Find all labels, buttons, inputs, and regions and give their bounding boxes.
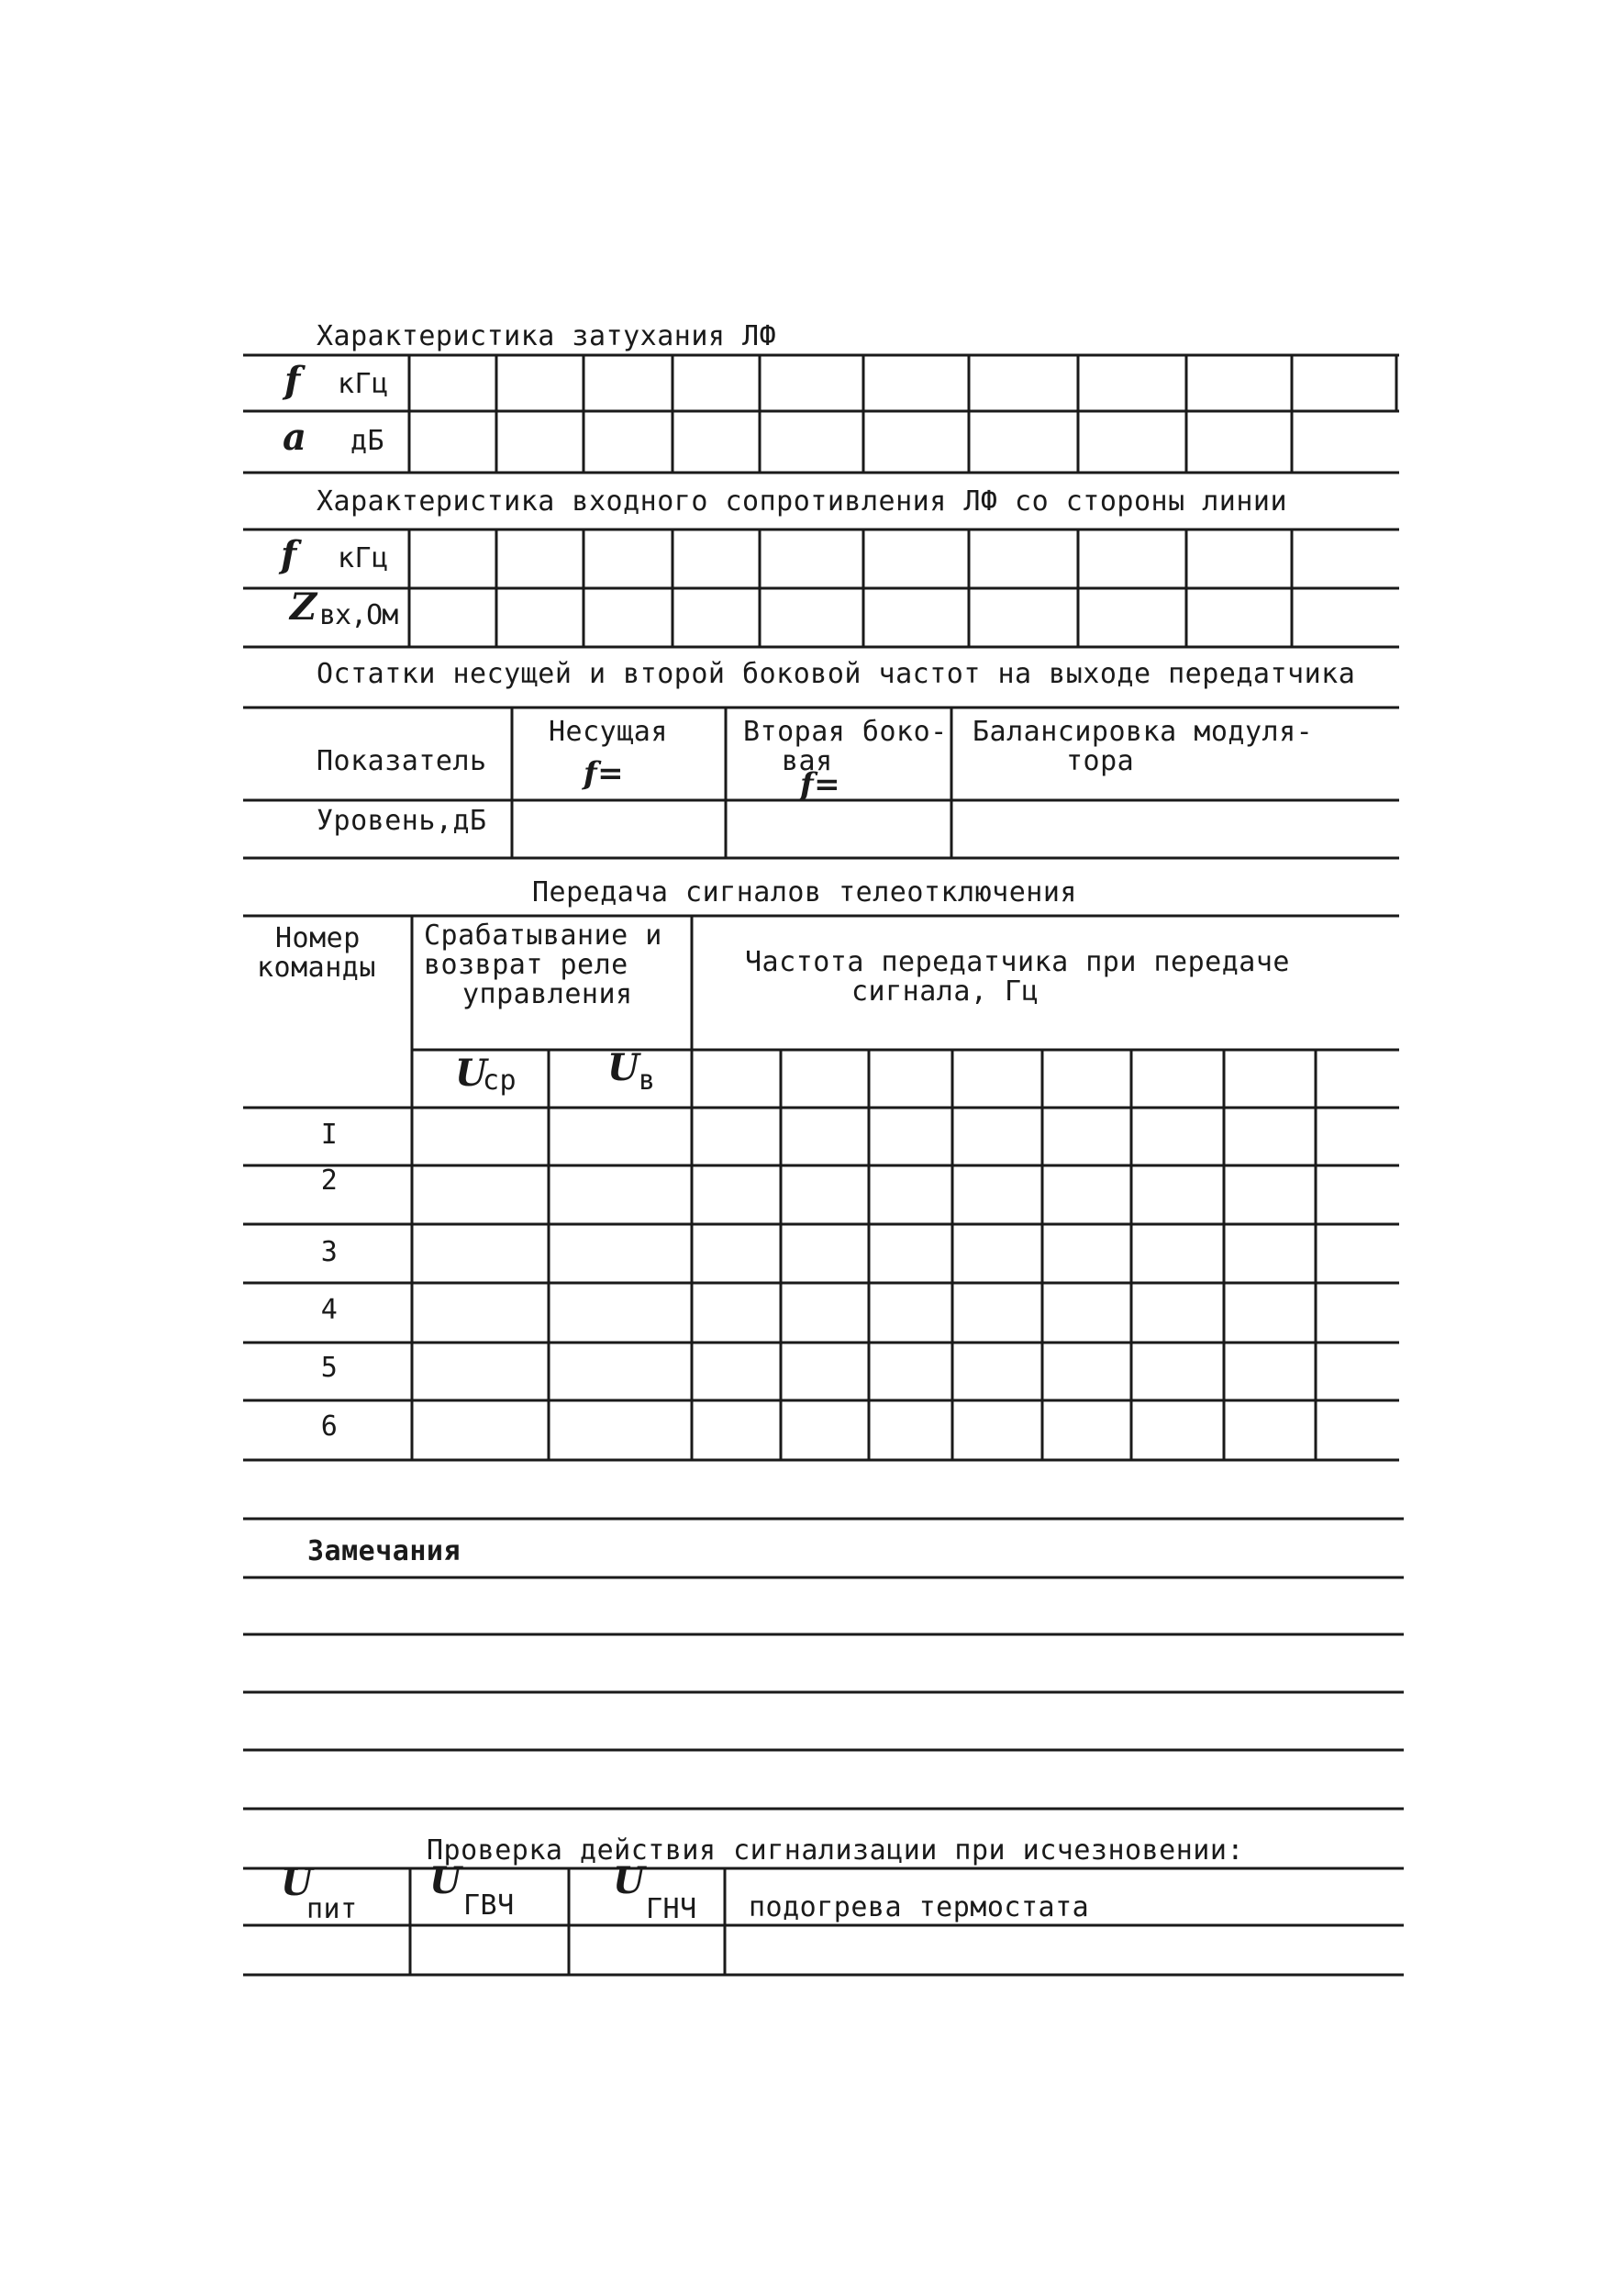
- u-hf-generator-symbol: U: [429, 1859, 462, 1902]
- col-indicator: Показатель: [317, 745, 487, 777]
- col-sideband-line1: Вторая боко-: [743, 716, 948, 748]
- row-level: Уровень,дБ: [317, 805, 487, 837]
- impedance-symbol: Z: [290, 585, 317, 629]
- col-relay-line2: возврат реле: [424, 949, 628, 981]
- col-command-line2: команды: [257, 952, 376, 984]
- remarks-label: Замечания: [307, 1535, 461, 1567]
- residuals-title: Остатки несущей и второй боковой частот на выходе передатчика: [317, 658, 1356, 690]
- u-supply-symbol: U: [281, 1861, 314, 1904]
- u-trip-subscript: ср: [483, 1064, 517, 1097]
- col-relay-line3: управления: [462, 978, 633, 1010]
- command-number: 5: [320, 1352, 339, 1384]
- col-frequency-line2: сигнала, Гц: [851, 975, 1039, 1008]
- frequency-symbol: f: [281, 533, 297, 576]
- command-number: 3: [320, 1236, 339, 1268]
- frequency-unit: кГц: [338, 542, 389, 574]
- col-balance-line2: тора: [1066, 745, 1135, 777]
- col-sideband-line2: вая: [782, 745, 833, 777]
- u-lf-generator-subscript: ГНЧ: [646, 1893, 697, 1925]
- frequency-unit: кГц: [338, 368, 389, 400]
- u-supply-subscript: пит: [306, 1893, 358, 1925]
- input-impedance-title: Характеристика входного сопротивления ЛФ со стороны линии: [317, 485, 1288, 518]
- teleshutdown-title: Передача сигналов телеотключения: [532, 876, 1077, 908]
- col-frequency-line1: Частота передатчика при передаче: [745, 946, 1290, 978]
- col-relay-line1: Срабатывание и: [424, 920, 662, 952]
- u-lf-generator-symbol: U: [613, 1859, 646, 1902]
- col-balance-line1: Балансировка модуля-: [973, 716, 1314, 748]
- command-number: 6: [320, 1410, 339, 1443]
- u-return-subscript: в: [639, 1064, 656, 1097]
- attenuation-title: Характеристика затухания ЛФ: [317, 320, 777, 352]
- impedance-unit: вх,Ом: [319, 599, 398, 631]
- command-number: I: [320, 1119, 339, 1151]
- col-command-line1: Номер: [275, 922, 361, 954]
- thermostat-heating: подогрева термостата: [749, 1891, 1090, 1923]
- attenuation-unit: дБ: [350, 425, 385, 457]
- sideband-frequency: f=: [800, 766, 841, 803]
- u-trip-symbol: U: [455, 1052, 488, 1095]
- u-hf-generator-subscript: ГВЧ: [463, 1889, 515, 1922]
- frequency-symbol: f: [284, 359, 301, 402]
- command-number: 2: [320, 1165, 339, 1197]
- carrier-frequency: f=: [584, 755, 625, 792]
- alarm-check-title: Проверка действия сигнализации при исчезновении:: [427, 1834, 1244, 1867]
- col-carrier: Несущая: [549, 716, 668, 748]
- attenuation-symbol: a: [283, 416, 307, 459]
- u-return-symbol: U: [607, 1046, 640, 1089]
- command-number: 4: [320, 1294, 339, 1326]
